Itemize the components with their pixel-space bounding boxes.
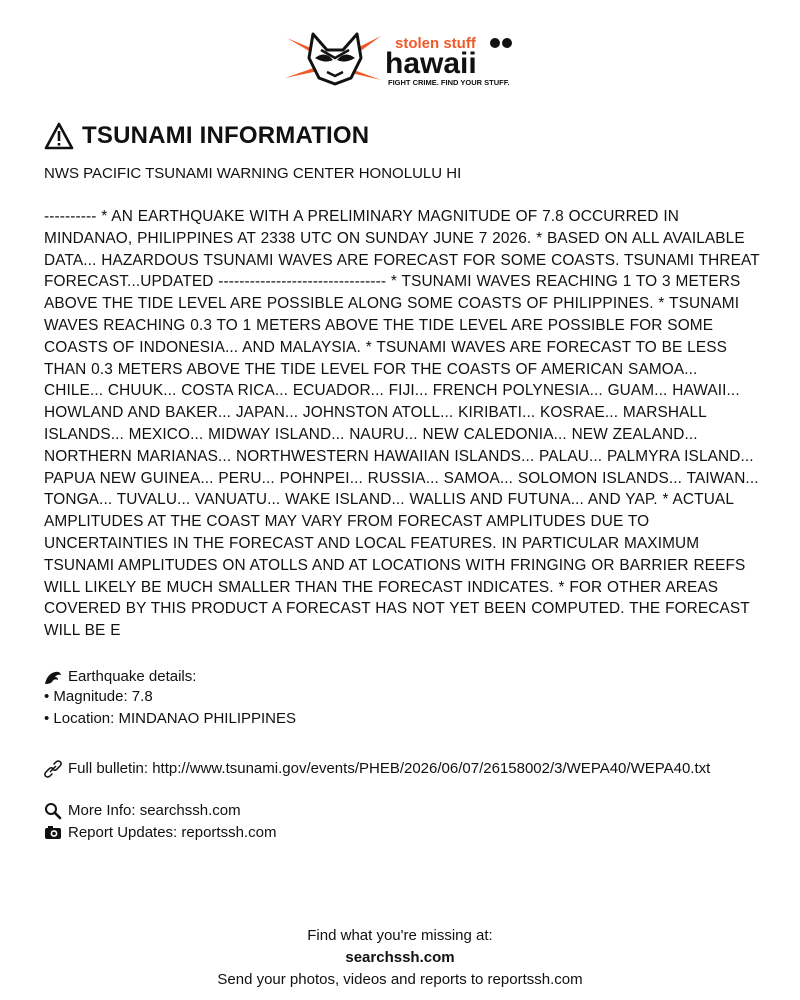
alert-content <box>44 120 760 844</box>
earthquake-heading-row <box>44 667 760 687</box>
magnifier-icon <box>44 802 62 820</box>
camera-icon <box>44 824 62 842</box>
svg-text:stolen stuff: stolen stuff <box>395 35 476 52</box>
wave-icon <box>44 668 62 686</box>
magnitude-line: • Magnitude: 7.8 <box>44 687 153 705</box>
location-line: • Location: MINDANAO PHILIPPINES <box>44 709 297 727</box>
earthquake-heading: Earthquake details: <box>68 667 197 685</box>
more-info-label: More Info: <box>68 801 136 819</box>
header <box>0 28 800 88</box>
footer-line-1: Find what you're missing at: <box>307 927 493 944</box>
more-info-link[interactable]: searchssh.com <box>139 801 241 819</box>
earthquake-details <box>44 667 760 729</box>
title-row <box>44 120 760 152</box>
footer <box>0 925 800 991</box>
full-bulletin-link[interactable]: http://www.tsunami.gov/events/PHEB/2026/06/07/26158002/3/WEPA40/WEPA40.txt <box>152 759 711 777</box>
more-info-row <box>44 800 760 822</box>
report-updates-link[interactable]: reportssh.com <box>181 823 277 841</box>
footer-site[interactable]: searchssh.com <box>345 949 455 966</box>
svg-text:FIGHT CRIME. FIND YOUR STUFF.: FIGHT CRIME. FIND YOUR STUFF. <box>388 78 510 87</box>
stolen-stuff-hawaii-logo <box>285 28 525 88</box>
full-bulletin-label: Full bulletin: <box>68 759 149 777</box>
bulletin-text: ---------- * AN EARTHQUAKE WITH A PRELIMINARY MAGNITUDE OF 7.8 OCCURRED IN MINDANAO, PHILIPPINES AT 2338 UTC ON SUNDAY JUNE 7 2026. * BASED ON ALL AVAILABLE DATA... HAZARDOUS TSUNAMI WAVES ARE FORECAST FOR SOME COASTS. TSUNAMI THREAT FORECAST...UPDATED -------------------------------- * TSUNAMI WAVES REACHING 1 TO 3 METERS ABOVE THE TIDE LEVEL ARE POSSIBLE ALONG SOME COASTS OF PHILIPPINES. * TSUNAMI WAVES REACHING 0.3 TO 1 METERS ABOVE THE TIDE LEVEL ARE POSSIBLE FOR SOME COASTS OF INDONESIA... AND MALAYSIA. * TSUNAMI WAVES ARE FORECAST TO BE LESS THAN 0.3 METERS ABOVE THE TIDE LEVEL FOR THE COASTS OF AMERICAN SAMOA... CHILE... CHUUK... COSTA RICA... ECUADOR... FIJI... FRENCH POLYNESIA... GUAM... HAWAII... HOWLAND AND BAKER... JAPAN... JOHNSTON ATOLL... KIRIBATI... KOSRAE... MARSHALL ISLANDS... MEXICO... MIDWAY ISLAND... NAURU... NEW CALEDONIA... NEW ZEALAND... NORTHERN MARIANAS... NORTHWESTERN HAWAIIAN ISLANDS... PALAU... PALMYRA ISLAND... PAPUA NEW GUINEA... PERU... POHNPEI... RUSSIA... SAMOA... SOLOMON ISLANDS... TAIWAN... TONGA... TUVALU... VANUATU... WAKE ISLAND... WALLIS AND FUTUNA... AND YAP. * ACTUAL AMPLITUDES AT THE COAST MAY VARY FROM FORECAST AMPLITUDES DUE TO UNCERTAINTIES IN THE FORECAST AND LOCAL FEATURES. IN PARTICULAR MAXIMUM TSUNAMI AMPLITUDES ON ATOLLS AND AT LOCATIONS WITH FRINGING OR BARRIER REEFS WILL LIKELY BE MUCH SMALLER THAN THE FORECAST INDICATES. * FOR OTHER AREAS COVERED BY THIS PRODUCT A FORECAST HAS NOT YET BEEN COMPUTED. THE FORECAST WILL BE E <box>44 208 760 640</box>
report-updates-label: Report Updates: <box>68 823 178 841</box>
page-title: TSUNAMI INFORMATION <box>82 122 370 149</box>
link-icon <box>44 760 62 778</box>
svg-text:hawaii: hawaii <box>385 47 477 80</box>
report-updates-row <box>44 822 760 844</box>
warning-triangle-icon <box>44 122 74 150</box>
footer-line-3: Send your photos, videos and reports to reportssh.com <box>217 971 583 988</box>
full-bulletin-row <box>44 758 760 780</box>
issuer-line: NWS PACIFIC TSUNAMI WARNING CENTER HONOLULU HI <box>44 165 462 182</box>
